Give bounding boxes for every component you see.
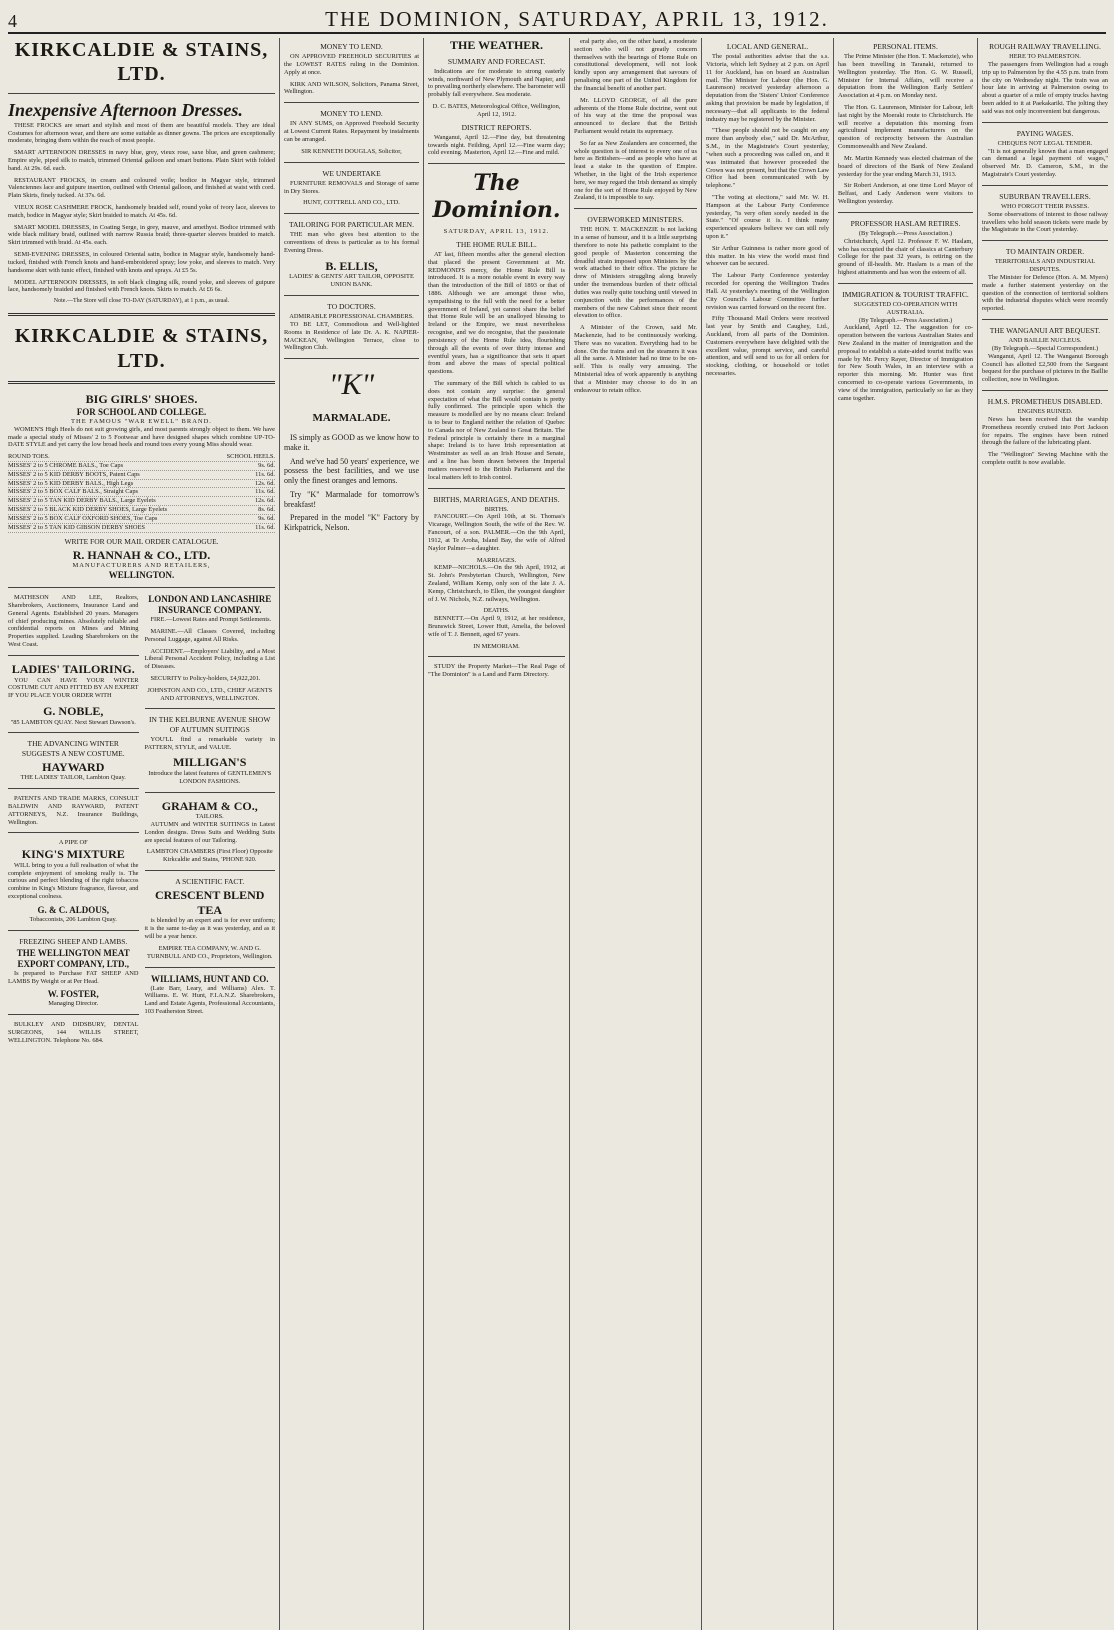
shoe-price: 11s. 6d. <box>255 523 275 531</box>
shoe-name: MISSES' 2 to 5 CHROME BALS., Toe Caps <box>8 462 124 470</box>
local-text: The postal authorities advise that the s.s. Victoria, which left Sydney at 2 p.m. on April 11 for Auckland, has on board an Australian mail. The Minister for Labour (the Hon. G. Laurenson) received yesterday afternoon a deputation from the 'Sisters' Union' Conference asking that provision be made by legislation, if necessary—that all applicants to the federal industry may be registered by the Minister. <box>706 53 829 123</box>
columns <box>8 38 1106 1630</box>
ladies-tailoring: LADIES' TAILORING. <box>11 661 135 676</box>
weather-heading: THE WEATHER. <box>450 38 543 52</box>
shoe-row <box>8 497 275 506</box>
shoe-name: MISSES' 2 to 5 BLACK KID DERBY SHOES, Large Eyelets <box>8 506 168 514</box>
prometheus-text: News has been received that the warship Prometheus recently cruised into Port Jackson for repairs. The engines have been ruined through the failure of the lubricating plant. <box>982 416 1108 447</box>
graham-name: GRAHAM & CO., <box>161 798 258 813</box>
dominion-banner: The Dominion. <box>432 170 561 224</box>
accident-line: ACCIDENT.—Employers' Liability, and a Most Liberal Personal Accident Policy, including a List of Diseases. <box>144 647 275 671</box>
haslam-text: Christchurch, April 12. Professor F. W. Haslam, who has occupied the chair of classics at Canterbury College for the past 32 years, is retiring on the ground of ill-health. Mr. Haslam is a man of the highest attainments and has won the esteem of all. <box>838 237 973 276</box>
editorial-text-2: Mr. LLOYD GEORGE, of all the pure adherents of the Home Rule doctrine, went out of his way at the time the proposal was announced to declare that the British Parliament would retain its supremacy. <box>574 96 697 135</box>
dress-item: RESTAURANT FROCKS, in cream and coloured voile; bodice in Magyar style, trimmed Valenciennes lace and guipure insertion, outlined with Oriental galloon, and finished at waist with cord. Plain Skirts, finely tucked. At 37s. 6d. <box>8 176 275 200</box>
overworked-text-2: A Minister of the Crown, said Mr. Mackenzie, had to be continuously working. There was no vacation. Everything had to be done. On the trains and on the steamers it was all the same. A Minister had no time to be on-self. This is really very amusing. The Ministerial idea of work apparently is anything that a Minister may choose to do in an endeavour to retain office. <box>574 324 697 394</box>
wanganui-sub: AND BAILLIE NUCLEUS. <box>1008 337 1082 345</box>
security-line: SECURITY to Policy-holders, £4,922,201. <box>150 675 261 682</box>
suburban-heading: SUBURBAN TRAVELLERS. <box>999 191 1091 201</box>
empire-tea: EMPIRE TEA COMPANY, W. AND G. TURNBULL AND CO., Proprietors, Wellington. <box>146 944 273 960</box>
personal-text-4: Sir Robert Anderson, at one time Lord Mayor of Belfast, and Lady Anderson were visitors to Wellington yesterday. <box>838 182 973 205</box>
store-note: Note.—The Store will close TO-DAY (SATURDAY), at 1 p.m., as usual. <box>53 298 230 305</box>
weather-sign: D. C. BATES, Meteorological Office, Wellington, April 12, 1912. <box>432 103 561 118</box>
williams-hunt: WILLIAMS, HUNT AND CO. <box>150 973 269 984</box>
marmalade-line-3: Try "K" Marmalade for tomorrow's breakfast! <box>284 489 419 509</box>
local-heading: LOCAL AND GENERAL. <box>726 42 809 51</box>
doctors-text: TO BE LET, Commodious and Well-lighted Rooms in Residence of late Dr. A. K. NAPIER-MACKEAN, Wellington Terrace, close to Wellington Club. <box>284 320 419 352</box>
kirk-wilson: KIRK AND WILSON, Solicitors, Panama Street, Wellington. <box>284 80 419 96</box>
meat-sub: Is prepared to Purchase FAT SHEEP AND LAMBS By Weight or at Per Head. <box>8 969 139 985</box>
marine-line: MARINE.—All Classes Covered, including Personal Luggage, against All Risks. <box>144 627 275 643</box>
shoe-price: 12s. 6d. <box>254 479 275 487</box>
marriages-sub: MARRIAGES. <box>476 556 517 564</box>
personal-text: The Prime Minister (the Hon. T. Mackenzie), who has been travelling in Taranaki, returned to Wellington yesterday. The Hon. G. W. Russell, Minister for Internal Affairs, will receive a deputation from the Wellington Early Settlers' Association at 4 p.m. on Monday next. <box>838 53 973 100</box>
shoes-col-left: ROUND TOES. <box>8 453 50 461</box>
immigration-tel: (By Telegraph.—Press Association.) <box>858 316 953 324</box>
milligan-sub: Introduce the latest features of GENTLEMEN'S LONDON FASHIONS. <box>148 769 272 785</box>
money-text-2: IN ANY SUMS, on Approved Freehold Security at Lowest Current Rates. Repayment by instalments can be arranged. <box>284 120 419 143</box>
ellis-sub: LADIES' & GENTS' ART TAILOR, OPPOSITE UNION BANK. <box>289 273 414 289</box>
masthead <box>8 6 1106 34</box>
editorial-text-3: So far as New Zealanders are concerned, the whole question is of interest to every one of us here as Britishers—and as people who have at least a stake in the question of Empire. Whether, in the light of the Irish experience here, we may regard the Irish demand as simply one for the sort of Home Rule enjoyed by New Zealand, it is impossible to say. <box>574 139 697 202</box>
haslam-sub: (By Telegraph.—Press Association.) <box>858 229 953 237</box>
deaths-sub: DEATHS. <box>483 607 510 615</box>
dress-intro: THESE FROCKS are smart and stylish and most of them are beautiful models. They are ideal Costumes for afternoon wear, and there are some suitable as dinner gowns. The prices are exceptionally moderate, bringing them within the reach of most people. <box>8 121 275 145</box>
hannah-firm: R. HANNAH & CO., LTD. <box>72 547 211 562</box>
fire-line: FIRE.—Lowest Rates and Prompt Settlements. <box>150 616 272 624</box>
undertake-heading: WE UNDERTAKE <box>322 168 381 178</box>
foster-sub: Managing Director. <box>48 1000 99 1008</box>
shoe-row <box>8 515 275 524</box>
shoe-name: MISSES' 2 to 5 BOX CALF OXFORD SHOES, Toe Caps <box>8 514 158 522</box>
shoe-row <box>8 488 275 497</box>
noble-name: G. NOBLE, <box>43 703 104 718</box>
hayward-name: HAYWARD <box>42 759 105 774</box>
patents-ad: PATENTS AND TRADE MARKS, CONSULT BALDWIN AND RAYWARD, PATENT ATTORNEYS, N.Z. Insurance Buildings, Wellington. <box>8 795 139 826</box>
tailoring-text: THE man who gives best attention to the conventions of dress is particular as to his formal Evening Dress. <box>284 231 419 254</box>
ads-right <box>145 594 276 1048</box>
shoe-price: 12s. 6d. <box>254 497 275 505</box>
crescent-text: is blended by an expert and is for ever uniform; it is the same to-day as it was yesterday, and as it will be a year hence. <box>144 917 275 941</box>
williams-sub: (Late Barr, Leary, and Williams) Alex. T. Williams. E. W. Hunt, F.I.A.N.Z. Sharebrokers, Land and Estate Agents, Professional Accountants, 103 Featherston Street. <box>144 984 275 1015</box>
tailoring-heading: TAILORING FOR PARTICULAR MEN. <box>289 220 414 230</box>
newspaper-title: THE DOMINION, SATURDAY, APRIL 13, 1912. <box>325 7 829 31</box>
personal-text-3: Mr. Martin Kennedy was elected chairman of the board of directors of the Bank of New Zealand yesterday for the year ending March 31, 1913. <box>838 154 973 178</box>
shoes-intro: WOMEN'S High Heels do not suit growing girls, and most parents strongly object to them. We have made a special study of Misses' 2 to 5 Footwear and have designed shapes which combine UP-TO-DATE STYLE and yet carry the low broad heels and round toes every young Miss should wear. <box>8 425 275 449</box>
hannah-town: WELLINGTON. <box>108 570 175 581</box>
column-1 <box>8 38 280 1630</box>
home-rule-text-2: The summary of the Bill which is cabled to us does not contain any surprise: the general expectation of what the Bill would contain is pretty fully confirmed. The principle upon which the measure is modelled are by no means clear: Ireland is to bear to England neither the relation of Quebec to Canada nor of New Zealand to Great Britain. The Federal principle is certainly there in a marginal shape: Ireland is to have Irish representation at Westminster as well as an Irish House and Senate, and a line has been drawn between the Imperial matters reserved to the British Parliament and the local matters left to Irish control. <box>428 379 565 481</box>
firm-heading: KIRKCALDIE & STAINS, LTD. <box>14 39 269 86</box>
immigration-text: Auckland, April 12. The suggestion for co-operation between the various Australian States and New Zealand in the matter of immigration and the proposal to establish a state-aided tourist traffic was made by Mr. Percy Rayer, Director of Immigration for New South Wales, in an interview with a reporter this morning. Mr. Hunter was first concerned to co-operate various Governments, in view of the immigration, particularly so far as they came together. <box>838 324 973 402</box>
shoes-col-right: SCHOOL HEELS. <box>226 453 275 461</box>
column-2 <box>284 38 424 1630</box>
dress-item: MODEL AFTERNOON DRESSES, in soft black clinging silk, round yoke, and sleeves of guipure lace, handsomely braided and finished with French knots. Skirts to match. At £6 6s. <box>8 278 275 294</box>
ellis-name: B. ELLIS, <box>325 258 378 273</box>
hunt-cottrell: HUNT, COTTRELL AND CO., LTD. <box>303 199 400 207</box>
editorial-text-1: eral party also, on the other hand, a moderate section who will not greatly concern themselves with the bearings of Home Rule on constitutional development, will not look kindly upon any arrangement that savours of penalising one part of the United Kingdom for the financial benefit of another part. <box>574 38 697 92</box>
rough-text: The passengers from Wellington had a rough trip up to Palmerston by the 4.55 p.m. train from the city on Wednesday night. The train was an hour late in arriving at Palmerston owing to about a quarter of a mile of empty trucks having been added to it at Paekakariki. The jolting they said was not only inconvenient but dangerous. <box>982 60 1108 115</box>
births-text: FANCOURT.—On April 10th, at St. Thomas's Vicarage, Wellington South, the wife of the Rev. W. Fancourt, of a son. PALMER.—On the 9th April, 1912, at Te Aroha, Island Bay, the wife of Alfred Naylor Palmer—a daughter. <box>428 513 565 552</box>
shoe-name: MISSES' 2 to 5 KID DERBY BOOTS, Patent Caps <box>8 470 140 478</box>
immigration-sub: SUGGESTED CO-OPERATION WITH AUSTRALIA. <box>853 300 958 316</box>
column-5 <box>706 38 834 1630</box>
shoe-row <box>8 480 275 489</box>
births-heading: BIRTHS, MARRIAGES, AND DEATHS. <box>433 494 560 504</box>
furniture-text: FURNITURE REMOVALS and Storage of same in Dry Stores. <box>284 179 419 195</box>
district-reports: DISTRICT REPORTS. <box>461 122 532 132</box>
k-logo: "K" <box>328 368 375 402</box>
maintain-heading: TO MAINTAIN ORDER. <box>1005 247 1085 257</box>
wanganui-tel: (By Telegraph.—Special Correspondent.) <box>991 345 1099 353</box>
pipe-line: A PIPE OF <box>58 839 88 847</box>
cheques-sub: CHEQUES NOT LEGAL TENDER. <box>997 139 1093 147</box>
overworked-text: THE HON. T. MACKENZIE is not lacking in a sense of humour, and it is a little surprising therefore to note his pathetic complaint to the good people of Masterton concerning the dreadful strain imposed upon Ministers by the work attached to their office. The picture he drew of Ministers struggling along bravely under the tremendous burden of their official duties was really quite touching until viewed in conjunction with the performances of the members of the new Cabinet since their recent elevation to office. <box>574 226 697 320</box>
shoes-sub: FOR SCHOOL AND COLLEGE. <box>76 406 207 417</box>
column-4 <box>574 38 702 1630</box>
firm-heading-repeat: KIRKCALDIE & STAINS, LTD. <box>14 325 269 372</box>
dress-item: VIEUX ROSE CASHMERE FROCK, handsomely braided self, round yoke of ivory lace, sleeves to match, bodice in Magyar style; Skirt braided to match. At 45s. 6d. <box>8 204 275 219</box>
weather-text: Indications are for moderate to strong easterly winds, northward of New Plymouth and Napier, and to prevailing northerly elsewhere. The barometer will probably fall everywhere. Sea moderate. <box>428 67 565 99</box>
immigration-heading: IMMIGRATION & TOURIST TRAFFIC. <box>842 289 969 299</box>
cheques-text: "It is not generally known that a man engaged can demand a legal payment of wages," observed Mr. D. Cameron, S.M., in the Magistrate's Court yesterday. <box>982 147 1108 179</box>
scientific-fact: A SCIENTIFIC FACT. <box>175 877 245 887</box>
hannah-sub: MANUFACTURERS AND RETAILERS, <box>72 562 211 570</box>
shoe-name: MISSES' 2 to 5 TAN KID GIBSON DERBY SHOES <box>8 523 145 531</box>
column-3 <box>428 38 570 1630</box>
advancing-winter: THE ADVANCING WINTER SUGGESTS A NEW COSTUME. <box>21 739 125 758</box>
column-6 <box>838 38 978 1630</box>
johnston-line: JOHNSTON AND CO., LTD., CHIEF AGENTS AND ATTORNEYS, WELLINGTON. <box>147 686 273 702</box>
personal-heading: PERSONAL ITEMS. <box>873 42 938 51</box>
dress-item: SEMI-EVENING DRESSES, in coloured Oriental satin, bodice in Magyar style, handsomely hand-tucked, finished with French knots and hand-embroidered spray; low yoke, and sleeves to match. Very handsome skirt with tunic effect, finished with knots and sprays. At £5 5s. <box>8 251 275 274</box>
graham-text: AUTUMN and WINTER SUITINGS in Latest London designs. Dress Suits and Wedding Suits are special features of our Tailoring. <box>144 821 275 844</box>
shoe-price: 9s. 6d. <box>258 462 275 470</box>
home-rule-heading: THE HOME RULE BILL. <box>456 239 537 249</box>
wanganui-heading: THE WANGANUI ART BEQUEST. <box>989 326 1101 336</box>
ladies-text: YOU CAN HAVE YOUR WINTER COSTUME CUT AND FITTED BY AN EXPERT IF YOU PLACE YOUR ORDER WITH <box>8 676 139 700</box>
shoe-row <box>8 471 275 480</box>
shoe-name: MISSES' 2 to 5 BOX CALF BALS., Straight Caps <box>8 488 139 496</box>
paying-heading: PAYING WAGES. <box>1016 128 1074 138</box>
crescent-blend: CRESCENT BLEND TEA <box>155 888 265 917</box>
kenneth-douglas: SIR KENNETH DOUGLAS, Solicitor, <box>301 147 402 155</box>
shoe-price: 11s. 6d. <box>255 470 275 478</box>
suburban-text: Some observations of interest to those railway travellers who hold season tickets were made by the Magistrate in the Court yesterday. <box>982 210 1108 234</box>
study-note: STUDY the Property Market—The Real Page of "The Dominion" is a Land and Farm Directory. <box>428 663 565 679</box>
shoe-row <box>8 506 275 515</box>
district-text: Wanganui, April 12.—Fine day, but threatening towards night. Feilding, April 12.—Fine warm day; cold evening. Masterton, April 12.—Fine and mild. <box>428 133 565 157</box>
kings-mixture: KING'S MIXTURE <box>21 847 125 862</box>
foster-name: W. FOSTER, <box>47 989 99 1000</box>
dress-item: SMART AFTERNOON DRESSES in navy blue, grey, vieux rose, saxe blue, and green cashmere; Empire style, piped silk to match, trimmed Oriental galloon and smart buttons. Plain Skirt with folded band. At 29s. 6d. each. <box>8 149 275 172</box>
local-text-5: The Labour Party Conference yesterday recorded for opening the Wellington Trades Hall. At yesterday's meeting of the Wellington City Council's Labour Committee further revision was carried forward on the recent fire. <box>706 272 829 311</box>
suburban-sub: WHO FORGOT THEIR PASSES. <box>1001 202 1089 210</box>
matheson-ad: MATHESON AND LEE, Realtors, Sharebrokers, Auctioneers, Insurance Land and General Agents. Established 20 years. Managers of chief producing mines. Absolutely reliable and confidential reports on Mines and Mining Properties supplied. Leading Sharebrokers on the West Coast. <box>8 594 139 649</box>
kelburne-text: YOU'LL find a remarkable variety in PATTERN, STYLE, and VALUE. <box>144 735 275 751</box>
column-7 <box>982 38 1112 1630</box>
money-heading-2: MONEY TO LEND. <box>320 109 383 119</box>
dress-item: SMART MODEL DRESSES, in Coating Serge, in grey, mauve, and amethyst. Bodice trimmed with wide black military braid, outlined with narrow Russia braid; three-quarter sleeves braided to match. Skirt trimmed with braid. At 45s. each. <box>8 223 275 247</box>
shoe-price: 11s. 6d. <box>255 488 275 496</box>
memoriam-sub: IN MEMORIAM. <box>473 642 520 650</box>
graham-sub: TAILORS. <box>195 813 224 821</box>
shoes-brand: THE FAMOUS "WAR EWELL" BRAND. <box>71 417 212 425</box>
overworked-heading: OVERWORKED MINISTERS. <box>587 215 684 225</box>
money-text: ON APPROVED FREEHOLD SECURITIES at the LOWEST RATES ruling in the Dominion. Apply at once. <box>284 53 419 76</box>
shoe-row <box>8 524 275 533</box>
kelburne-heading: IN THE KELBURNE AVENUE SHOW OF AUTUMN SUITINGS <box>149 715 271 734</box>
noble-sub: "85 LAMBTON QUAY. Next Stewart Dawson's. <box>10 718 136 726</box>
shoe-name: MISSES' 2 to 5 TAN KID DERBY BALS., Large Eyelets <box>8 497 156 505</box>
shoe-price: 8s. 6d. <box>258 506 275 514</box>
home-rule-text: AT last, fifteen months after the general election that placed the present Government at Mr. REDMOND'S mercy, the Home Rule Bill is introduced. It is a more notable event in every way than the introduction of the Bill of 1893 or that of 1886. Although we are amongst those who, sympathising to the full with the need for a better government of Ireland, yet cannot share the belief that Home Rule will be an unalloyed blessing to Ireland or the Empire, we must nevertheless recognise, and we do recognise, that the passionate persistency of the Home Rule idea, flourishing through all the events of over thirty intense and eventful years, has a significance that sets it apart from and above the mass of special political questions. <box>428 250 565 376</box>
shoes-title: BIG GIRLS' SHOES. <box>85 392 198 407</box>
milligan-name: MILLIGAN'S <box>173 755 247 770</box>
catalogue-note: WRITE FOR OUR MAIL ORDER CATALOGUE. <box>64 536 219 546</box>
marriages-text: KEMP—NICHOLS.—On the 9th April, 1912, at St. John's Presbyterian Church, Wellington, New Zealand, William Kemp, only son of the late J. A. Kemp, Christchurch, to Ellen, the youngest daughter of J. W. Nichols, N.Z. railways, Wellington. <box>428 564 565 603</box>
marmalade-title: MARMALADE. <box>312 411 391 424</box>
rough-heading: ROUGH RAILWAY TRAVELLING. <box>989 42 1101 51</box>
local-text-2: "These people should not be caught on any more than anybody else," said Dr. McArthur, S.M., in the Magistrate's Court yesterday, "when such a proceeding was called on, and it was intimated that however proceeded the Crown was not present, but that the Crown Law Office had been communicated with by telephone." <box>706 127 829 190</box>
weather-sub: SUMMARY AND FORECAST. <box>447 56 546 66</box>
aldous-sub: Tobacconists, 206 Lambton Quay. <box>29 915 117 923</box>
local-text-3: "The voting at elections," said Mr. W. H. Hampson at the Labour Party Conference yesterday, "is very often sorely needed in the State." "Of course it is. I think many experienced speakers believe we can still rely upon it." <box>706 193 829 241</box>
shoe-price: 9s. 6d. <box>258 514 275 522</box>
dominion-date: SATURDAY, APRIL 13, 1912. <box>443 227 550 235</box>
dress-headline: Inexpensive Afternoon Dresses. <box>8 99 243 120</box>
prometheus-sub: ENGINES RUINED. <box>1017 408 1073 416</box>
shoe-name: MISSES' 2 to 5 KID DERBY BALS., High Legs <box>8 479 134 487</box>
rough-sub: HERE TO PALMERSTON. <box>1009 53 1081 61</box>
doctors-sub: ADMIRABLE PROFESSIONAL CHAMBERS. <box>289 313 414 321</box>
lambton-chambers: LAMBTON CHAMBERS (First Floor) Opposite Kirkcaldie and Stains, 'PHONE 920. <box>146 848 273 864</box>
hayward-sub: THE LADIES' TAILOR, Lambton Quay. <box>20 774 126 782</box>
marmalade-line-4: Prepared in the model "K" Factory by Kirkpatrick, Nelson. <box>284 513 419 533</box>
marmalade-line-1: IS simply as GOOD as we know how to make it. <box>284 433 419 452</box>
shoes-headings <box>8 453 275 462</box>
aldous-name: G. & C. ALDOUS, <box>37 904 109 915</box>
maintain-text: The Minister for Defence (Hon. A. M. Myers) made a further statement yesterday on the question of the connection of territorial soldiers with the industrial disputes which were recently reported. <box>982 274 1108 313</box>
money-heading: MONEY TO LEND. <box>320 42 383 51</box>
london-lancashire: LONDON AND LANCASHIRE INSURANCE COMPANY. <box>148 594 272 616</box>
haslam-heading: PROFESSOR HASLAM RETIRES. <box>850 218 961 228</box>
deaths-text: BENNETT.—On April 9, 1912, at her residence, Brunswick Street, Lower Hutt, Amelia, the beloved wife of T. J. Bennett, aged 67 years. <box>428 615 565 638</box>
personal-text-2: The Hon. G. Laurenson, Minister for Labour, left last night by the Moeraki route to Christchurch. He will receive a deputation this morning from agricultural implement manufacturers on the question of reciprocity between the Australian Commonwealth and New Zealand. <box>838 104 973 151</box>
fashion-text: The "Wellington" Sewing Machine with the complete outfit is now available. <box>982 451 1108 467</box>
births-sub: BIRTHS. <box>484 505 509 513</box>
freezing-heading: FREEZING SHEEP AND LAMBS. <box>19 936 128 946</box>
dental-ad: BULKLEY AND DIDSBURY, DENTAL SURGEONS, 144 WILLIS STREET, WELLINGTON. Telephone No. 684. <box>8 1021 139 1044</box>
wanganui-text: Wanganui, April 12. The Wanganui Borough Council has allotted £2,500 from the Sargeant bequest for the purchase of pictures in the Baillie collection, now in Wellington. <box>982 352 1108 384</box>
local-text-4: Sir Arthur Guinness is rather more good of this matter. In his view the world must find whoever can be secured. <box>706 244 829 268</box>
doctors-heading: TO DOCTORS. <box>327 302 376 311</box>
mixture-text: WILL bring to you a full realisation of what the complete enjoyment of smoking really is. The curious and perfect blending of the right tobaccos combine in King's Mixture fragrance, flavour, and exceptional coolness. <box>8 861 139 901</box>
marmalade-line-2: And we've had 50 years' experience, we possess the best facilities, and we use only the finest oranges and lemons. <box>284 456 419 486</box>
meat-export: THE WELLINGTON MEAT EXPORT COMPANY, LTD., <box>16 947 130 969</box>
maintain-sub: TERRITORIALS AND INDUSTRIAL DISPUTES. <box>994 258 1096 274</box>
page-number: 4 <box>8 11 17 31</box>
local-text-6: Fifty Thousand Mail Orders were received last year by Smith and Caughey, Ltd., Auckland, from all parts of the Dominion. Customers everywhere have delighted with the excellent value, prompt service, and careful attention, and will send to us for all orders for stocking, clothing, or household or toilet necessaries. <box>706 315 829 378</box>
ads-left <box>8 594 139 1048</box>
shoe-row <box>8 462 275 471</box>
prometheus-heading: H.M.S. PROMETHEUS DISABLED. <box>987 397 1103 407</box>
